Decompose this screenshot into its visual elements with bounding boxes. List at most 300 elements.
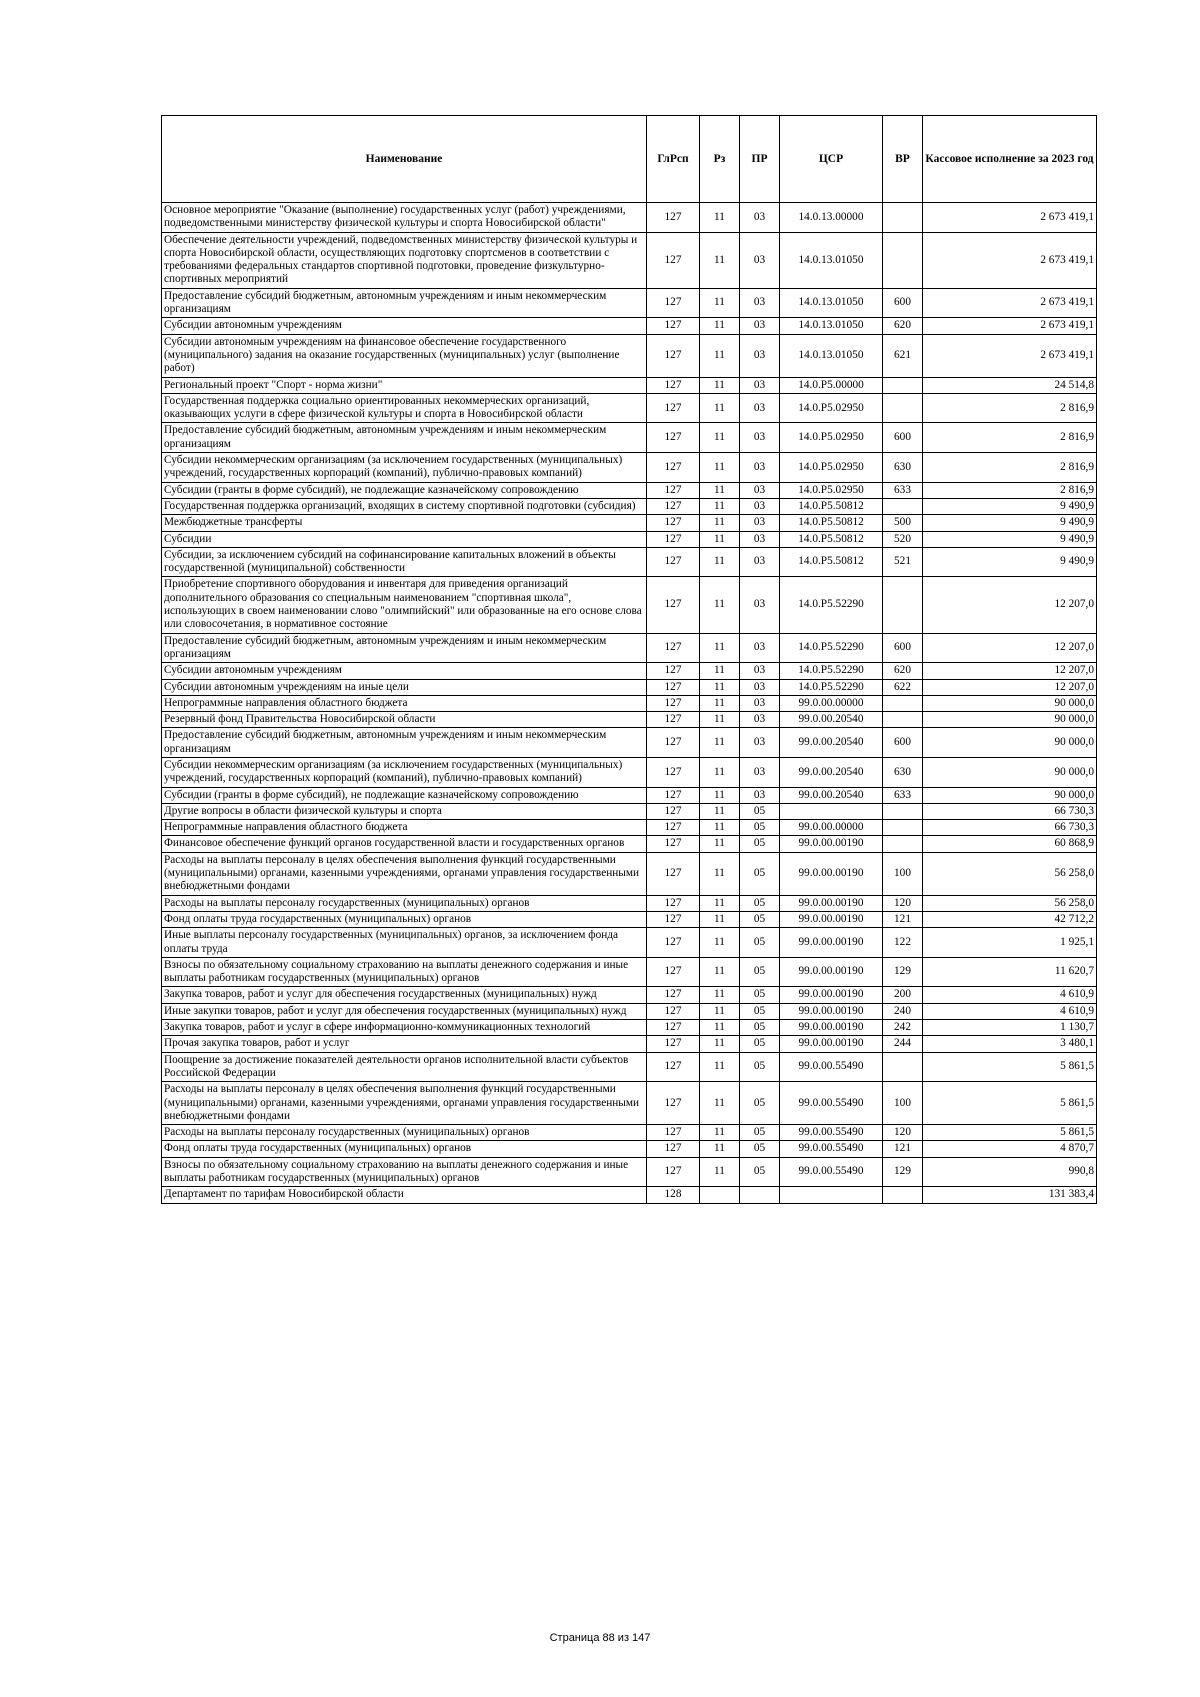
cell-amount: 4 610,9	[923, 987, 1097, 1003]
cell-name: Предоставление субсидий бюджетным, автономным учреждениям и иным некоммерческим организациям	[162, 633, 647, 663]
cell-amount: 90 000,0	[923, 712, 1097, 728]
cell-amount: 90 000,0	[923, 787, 1097, 803]
table-row	[162, 895, 1097, 911]
cell-rz: 11	[700, 1157, 740, 1187]
table-row	[162, 836, 1097, 852]
cell-rz: 11	[700, 836, 740, 852]
cell-csr: 99.0.00.55490	[780, 1052, 883, 1082]
cell-amount: 2 816,9	[923, 482, 1097, 498]
cell-vr: 600	[883, 288, 923, 318]
cell-csr: 99.0.00.00190	[780, 1036, 883, 1052]
cell-csr: 14.0.13.01050	[780, 288, 883, 318]
cell-name: Резервный фонд Правительства Новосибирской области	[162, 712, 647, 728]
header-pr: ПР	[740, 116, 780, 203]
cell-rz: 11	[700, 547, 740, 577]
cell-rz: 11	[700, 911, 740, 927]
cell-glrsp: 127	[647, 482, 700, 498]
cell-rz: 11	[700, 957, 740, 987]
cell-glrsp: 127	[647, 1157, 700, 1187]
table-row	[162, 911, 1097, 927]
cell-rz: 11	[700, 498, 740, 514]
cell-name: Фонд оплаты труда государственных (муниципальных) органов	[162, 1141, 647, 1157]
cell-amount: 12 207,0	[923, 633, 1097, 663]
table-row	[162, 1157, 1097, 1187]
cell-pr: 05	[740, 1157, 780, 1187]
table-row	[162, 1052, 1097, 1082]
cell-csr: 14.0.P5.02950	[780, 482, 883, 498]
cell-pr: 03	[740, 423, 780, 453]
cell-amount: 2 673 419,1	[923, 203, 1097, 233]
cell-csr: 99.0.00.00190	[780, 836, 883, 852]
cell-pr: 05	[740, 852, 780, 895]
cell-name: Основное мероприятие "Оказание (выполнение) государственных услуг (работ) учреждениями, подведомственными министерству физической культуры и спорта Новосибирской области"	[162, 203, 647, 233]
cell-pr: 03	[740, 377, 780, 393]
cell-name: Межбюджетные трансферты	[162, 515, 647, 531]
cell-glrsp: 127	[647, 820, 700, 836]
page-number: Страница 88 из 147	[549, 1632, 651, 1644]
cell-glrsp: 127	[647, 987, 700, 1003]
cell-rz: 11	[700, 820, 740, 836]
cell-vr	[883, 393, 923, 423]
cell-vr: 121	[883, 1141, 923, 1157]
table-row	[162, 728, 1097, 758]
cell-rz: 11	[700, 531, 740, 547]
cell-csr: 99.0.00.20540	[780, 787, 883, 803]
cell-amount: 12 207,0	[923, 577, 1097, 633]
cell-glrsp: 127	[647, 377, 700, 393]
cell-name: Приобретение спортивного оборудования и инвентаря для приведения организаций дополнительного образования со специальным наименованием "спортивная школа", использующих в своем наименовании слово "олимпийский" или образованные на его основе слова или словосочетания, в нормативное состояние	[162, 577, 647, 633]
cell-glrsp: 127	[647, 928, 700, 958]
cell-vr	[883, 577, 923, 633]
cell-pr: 05	[740, 957, 780, 987]
cell-rz: 11	[700, 928, 740, 958]
budget-table	[161, 115, 1097, 1204]
table-row	[162, 695, 1097, 711]
cell-amount: 90 000,0	[923, 695, 1097, 711]
cell-csr: 14.0.P5.50812	[780, 515, 883, 531]
cell-csr: 14.0.P5.50812	[780, 498, 883, 514]
cell-name: Субсидии	[162, 531, 647, 547]
cell-rz: 11	[700, 1082, 740, 1125]
cell-vr: 242	[883, 1020, 923, 1036]
table-body	[162, 203, 1097, 1204]
table-row	[162, 1003, 1097, 1019]
cell-glrsp: 127	[647, 531, 700, 547]
cell-glrsp: 127	[647, 957, 700, 987]
cell-pr: 03	[740, 482, 780, 498]
cell-rz: 11	[700, 679, 740, 695]
table-row	[162, 334, 1097, 377]
cell-name: Взносы по обязательному социальному страхованию на выплаты денежного содержания и иные выплаты работникам государственных (муниципальных) органов	[162, 1157, 647, 1187]
cell-vr: 600	[883, 633, 923, 663]
cell-name: Прочая закупка товаров, работ и услуг	[162, 1036, 647, 1052]
cell-pr: 03	[740, 232, 780, 288]
cell-name: Предоставление субсидий бюджетным, автономным учреждениям и иным некоммерческим организациям	[162, 728, 647, 758]
cell-csr: 14.0.13.01050	[780, 334, 883, 377]
cell-glrsp: 128	[647, 1187, 700, 1203]
cell-pr: 05	[740, 1141, 780, 1157]
cell-pr: 03	[740, 393, 780, 423]
cell-glrsp: 127	[647, 577, 700, 633]
cell-pr: 05	[740, 1003, 780, 1019]
cell-name: Взносы по обязательному социальному страхованию на выплаты денежного содержания и иные выплаты работникам государственных (муниципальных) органов	[162, 957, 647, 987]
cell-name: Иные выплаты персоналу государственных (муниципальных) органов, за исключением фонда оплаты труда	[162, 928, 647, 958]
cell-csr: 14.0.P5.52290	[780, 633, 883, 663]
cell-vr: 621	[883, 334, 923, 377]
cell-vr	[883, 836, 923, 852]
cell-csr: 99.0.00.00190	[780, 1020, 883, 1036]
cell-csr: 99.0.00.55490	[780, 1125, 883, 1141]
table-row	[162, 547, 1097, 577]
table-row	[162, 757, 1097, 787]
cell-rz: 11	[700, 852, 740, 895]
cell-csr: 99.0.00.00190	[780, 987, 883, 1003]
header-row	[162, 116, 1097, 203]
cell-vr: 620	[883, 663, 923, 679]
cell-csr: 14.0.P5.52290	[780, 663, 883, 679]
cell-vr	[883, 498, 923, 514]
cell-name: Субсидии (гранты в форме субсидий), не подлежащие казначейскому сопровождению	[162, 787, 647, 803]
cell-amount: 131 383,4	[923, 1187, 1097, 1203]
cell-amount: 5 861,5	[923, 1082, 1097, 1125]
cell-amount: 1 130,7	[923, 1020, 1097, 1036]
table-row	[162, 928, 1097, 958]
cell-glrsp: 127	[647, 852, 700, 895]
cell-pr: 05	[740, 820, 780, 836]
cell-amount: 2 673 419,1	[923, 288, 1097, 318]
cell-vr: 200	[883, 987, 923, 1003]
cell-csr: 14.0.13.00000	[780, 203, 883, 233]
cell-rz: 11	[700, 1020, 740, 1036]
cell-glrsp: 127	[647, 911, 700, 927]
cell-amount: 90 000,0	[923, 728, 1097, 758]
cell-glrsp: 127	[647, 318, 700, 334]
cell-amount: 90 000,0	[923, 757, 1097, 787]
cell-csr: 14.0.P5.52290	[780, 679, 883, 695]
cell-glrsp: 127	[647, 334, 700, 377]
table-row	[162, 663, 1097, 679]
cell-name: Закупка товаров, работ и услуг для обеспечения государственных (муниципальных) нужд	[162, 987, 647, 1003]
cell-pr: 05	[740, 803, 780, 819]
cell-csr: 14.0.P5.00000	[780, 377, 883, 393]
cell-vr: 600	[883, 423, 923, 453]
cell-csr: 14.0.P5.02950	[780, 393, 883, 423]
cell-glrsp: 127	[647, 1003, 700, 1019]
cell-glrsp: 127	[647, 836, 700, 852]
cell-name: Непрограммные направления областного бюджета	[162, 820, 647, 836]
cell-rz: 11	[700, 453, 740, 483]
cell-csr: 14.0.P5.52290	[780, 577, 883, 633]
cell-pr: 03	[740, 318, 780, 334]
cell-vr	[883, 712, 923, 728]
cell-name: Закупка товаров, работ и услуг в сфере информационно-коммуникационных технологий	[162, 1020, 647, 1036]
table-row	[162, 1141, 1097, 1157]
cell-glrsp: 127	[647, 1125, 700, 1141]
cell-amount: 12 207,0	[923, 663, 1097, 679]
cell-vr	[883, 820, 923, 836]
cell-amount: 2 816,9	[923, 453, 1097, 483]
cell-pr: 03	[740, 531, 780, 547]
cell-name: Иные закупки товаров, работ и услуг для обеспечения государственных (муниципальных) нужд	[162, 1003, 647, 1019]
table-row	[162, 1036, 1097, 1052]
cell-amount: 11 620,7	[923, 957, 1097, 987]
cell-name: Субсидии некоммерческим организациям (за исключением государственных (муниципальных) учреждений, государственных корпораций (компаний), публично-правовых компаний)	[162, 757, 647, 787]
cell-rz: 11	[700, 1003, 740, 1019]
cell-vr	[883, 803, 923, 819]
cell-amount: 60 868,9	[923, 836, 1097, 852]
cell-name: Предоставление субсидий бюджетным, автономным учреждениям и иным некоммерческим организациям	[162, 288, 647, 318]
cell-name: Предоставление субсидий бюджетным, автономным учреждениям и иным некоммерческим организациям	[162, 423, 647, 453]
cell-rz: 11	[700, 515, 740, 531]
cell-glrsp: 127	[647, 633, 700, 663]
cell-csr: 14.0.P5.02950	[780, 453, 883, 483]
cell-glrsp: 127	[647, 663, 700, 679]
cell-pr: 03	[740, 663, 780, 679]
cell-rz: 11	[700, 1141, 740, 1157]
cell-vr: 122	[883, 928, 923, 958]
cell-pr: 03	[740, 695, 780, 711]
cell-amount: 9 490,9	[923, 498, 1097, 514]
cell-vr: 120	[883, 895, 923, 911]
cell-amount: 66 730,3	[923, 803, 1097, 819]
cell-vr: 633	[883, 482, 923, 498]
cell-rz: 11	[700, 423, 740, 453]
cell-csr: 99.0.00.00000	[780, 820, 883, 836]
cell-rz: 11	[700, 334, 740, 377]
cell-csr	[780, 1187, 883, 1203]
cell-pr: 03	[740, 334, 780, 377]
cell-vr: 129	[883, 1157, 923, 1187]
cell-glrsp: 127	[647, 1052, 700, 1082]
cell-name: Субсидии, за исключением субсидий на софинансирование капитальных вложений в объекты государственной (муниципальной) собственности	[162, 547, 647, 577]
cell-pr: 03	[740, 515, 780, 531]
cell-csr	[780, 803, 883, 819]
cell-rz: 11	[700, 318, 740, 334]
cell-csr: 99.0.00.00190	[780, 895, 883, 911]
cell-csr: 14.0.P5.50812	[780, 531, 883, 547]
cell-glrsp: 127	[647, 498, 700, 514]
cell-vr: 633	[883, 787, 923, 803]
cell-rz: 11	[700, 288, 740, 318]
cell-amount: 5 861,5	[923, 1052, 1097, 1082]
cell-name: Субсидии автономным учреждениям на финансовое обеспечение государственного (муниципального) задания на оказание государственных (муниципальных) услуг (выполнение работ)	[162, 334, 647, 377]
cell-vr: 129	[883, 957, 923, 987]
cell-rz	[700, 1187, 740, 1203]
cell-vr	[883, 377, 923, 393]
cell-glrsp: 127	[647, 895, 700, 911]
cell-name: Обеспечение деятельности учреждений, подведомственных министерству физической культуры и спорта Новосибирской области, осуществляющих подготовку спортсменов в соответствии с требованиями федеральных стандартов спортивной подготовки, проведение физкультурно-спортивных мероприятий	[162, 232, 647, 288]
cell-amount: 12 207,0	[923, 679, 1097, 695]
cell-glrsp: 127	[647, 1020, 700, 1036]
cell-rz: 11	[700, 803, 740, 819]
cell-glrsp: 127	[647, 203, 700, 233]
table-row	[162, 453, 1097, 483]
cell-csr: 99.0.00.20540	[780, 757, 883, 787]
cell-pr: 03	[740, 288, 780, 318]
table-row	[162, 393, 1097, 423]
table-row	[162, 515, 1097, 531]
cell-csr: 99.0.00.00190	[780, 928, 883, 958]
cell-name: Департамент по тарифам Новосибирской области	[162, 1187, 647, 1203]
cell-vr: 600	[883, 728, 923, 758]
cell-name: Субсидии автономным учреждениям на иные цели	[162, 679, 647, 695]
cell-pr	[740, 1187, 780, 1203]
cell-amount: 66 730,3	[923, 820, 1097, 836]
cell-name: Поощрение за достижение показателей деятельности органов исполнительной власти субъектов Российской Федерации	[162, 1052, 647, 1082]
cell-pr: 05	[740, 895, 780, 911]
cell-amount: 56 258,0	[923, 895, 1097, 911]
cell-vr: 100	[883, 1082, 923, 1125]
cell-glrsp: 127	[647, 712, 700, 728]
cell-pr: 03	[740, 757, 780, 787]
cell-pr: 03	[740, 577, 780, 633]
cell-pr: 03	[740, 203, 780, 233]
cell-name: Расходы на выплаты персоналу государственных (муниципальных) органов	[162, 895, 647, 911]
header-glrsp: ГлРсп	[647, 116, 700, 203]
table-row	[162, 1082, 1097, 1125]
cell-rz: 11	[700, 393, 740, 423]
cell-vr: 120	[883, 1125, 923, 1141]
cell-rz: 11	[700, 695, 740, 711]
cell-amount: 2 673 419,1	[923, 334, 1097, 377]
cell-glrsp: 127	[647, 757, 700, 787]
cell-name: Субсидии автономным учреждениям	[162, 318, 647, 334]
cell-pr: 03	[740, 498, 780, 514]
cell-csr: 14.0.P5.02950	[780, 423, 883, 453]
cell-csr: 99.0.00.00000	[780, 695, 883, 711]
cell-pr: 05	[740, 1020, 780, 1036]
cell-name: Региональный проект "Спорт - норма жизни"	[162, 377, 647, 393]
table-row	[162, 712, 1097, 728]
cell-pr: 03	[740, 633, 780, 663]
cell-vr: 521	[883, 547, 923, 577]
cell-amount: 2 816,9	[923, 393, 1097, 423]
cell-rz: 11	[700, 577, 740, 633]
cell-amount: 9 490,9	[923, 547, 1097, 577]
cell-glrsp: 127	[647, 1036, 700, 1052]
cell-vr: 630	[883, 757, 923, 787]
table-row	[162, 577, 1097, 633]
cell-pr: 05	[740, 1036, 780, 1052]
cell-vr: 244	[883, 1036, 923, 1052]
table-row	[162, 377, 1097, 393]
cell-amount: 24 514,8	[923, 377, 1097, 393]
cell-amount: 42 712,2	[923, 911, 1097, 927]
cell-rz: 11	[700, 482, 740, 498]
cell-pr: 05	[740, 836, 780, 852]
cell-amount: 5 861,5	[923, 1125, 1097, 1141]
cell-glrsp: 127	[647, 515, 700, 531]
cell-csr: 99.0.00.00190	[780, 957, 883, 987]
cell-rz: 11	[700, 787, 740, 803]
cell-glrsp: 127	[647, 232, 700, 288]
header-csr: ЦСР	[780, 116, 883, 203]
cell-amount: 990,8	[923, 1157, 1097, 1187]
cell-glrsp: 127	[647, 679, 700, 695]
cell-vr: 500	[883, 515, 923, 531]
table-row	[162, 203, 1097, 233]
table-row	[162, 423, 1097, 453]
cell-csr: 99.0.00.00190	[780, 1003, 883, 1019]
cell-rz: 11	[700, 712, 740, 728]
cell-vr: 520	[883, 531, 923, 547]
cell-vr	[883, 695, 923, 711]
cell-amount: 3 480,1	[923, 1036, 1097, 1052]
cell-name: Субсидии некоммерческим организациям (за исключением государственных (муниципальных) учреждений, государственных корпораций (компаний), публично-правовых компаний)	[162, 453, 647, 483]
cell-pr: 05	[740, 911, 780, 927]
cell-rz: 11	[700, 1036, 740, 1052]
cell-csr: 14.0.13.01050	[780, 318, 883, 334]
cell-rz: 11	[700, 728, 740, 758]
cell-glrsp: 127	[647, 1082, 700, 1125]
cell-pr: 05	[740, 1052, 780, 1082]
table-row	[162, 987, 1097, 1003]
table-row	[162, 1187, 1097, 1203]
cell-glrsp: 127	[647, 803, 700, 819]
cell-vr	[883, 232, 923, 288]
table-row	[162, 820, 1097, 836]
cell-pr: 03	[740, 712, 780, 728]
cell-rz: 11	[700, 987, 740, 1003]
cell-amount: 9 490,9	[923, 515, 1097, 531]
cell-rz: 11	[700, 232, 740, 288]
cell-csr: 99.0.00.55490	[780, 1157, 883, 1187]
table-row	[162, 852, 1097, 895]
table-row	[162, 1020, 1097, 1036]
cell-amount: 4 870,7	[923, 1141, 1097, 1157]
cell-amount: 2 673 419,1	[923, 318, 1097, 334]
cell-pr: 05	[740, 928, 780, 958]
cell-amount: 9 490,9	[923, 531, 1097, 547]
cell-amount: 2 816,9	[923, 423, 1097, 453]
cell-vr	[883, 203, 923, 233]
table-row	[162, 957, 1097, 987]
cell-glrsp: 127	[647, 728, 700, 758]
cell-pr: 05	[740, 987, 780, 1003]
cell-pr: 05	[740, 1125, 780, 1141]
cell-csr: 99.0.00.55490	[780, 1082, 883, 1125]
table-header	[162, 116, 1097, 203]
cell-vr: 620	[883, 318, 923, 334]
cell-csr: 99.0.00.20540	[780, 712, 883, 728]
cell-rz: 11	[700, 633, 740, 663]
table-row	[162, 498, 1097, 514]
cell-glrsp: 127	[647, 453, 700, 483]
cell-csr: 14.0.13.01050	[780, 232, 883, 288]
table-row	[162, 288, 1097, 318]
cell-rz: 11	[700, 203, 740, 233]
cell-csr: 99.0.00.55490	[780, 1141, 883, 1157]
cell-glrsp: 127	[647, 787, 700, 803]
cell-vr	[883, 1052, 923, 1082]
cell-vr: 630	[883, 453, 923, 483]
cell-pr: 03	[740, 728, 780, 758]
cell-glrsp: 127	[647, 547, 700, 577]
cell-pr: 03	[740, 453, 780, 483]
table-row	[162, 232, 1097, 288]
header-vr: ВР	[883, 116, 923, 203]
cell-pr: 03	[740, 787, 780, 803]
cell-vr: 100	[883, 852, 923, 895]
cell-vr: 240	[883, 1003, 923, 1019]
cell-csr: 14.0.P5.50812	[780, 547, 883, 577]
cell-csr: 99.0.00.00190	[780, 852, 883, 895]
cell-csr: 99.0.00.00190	[780, 911, 883, 927]
table-row	[162, 482, 1097, 498]
cell-name: Субсидии автономным учреждениям	[162, 663, 647, 679]
cell-name: Государственная поддержка социально ориентированных некоммерческих организаций, оказывающих услуги в сфере физической культуры и спорта в Новосибирской области	[162, 393, 647, 423]
cell-rz: 11	[700, 1052, 740, 1082]
